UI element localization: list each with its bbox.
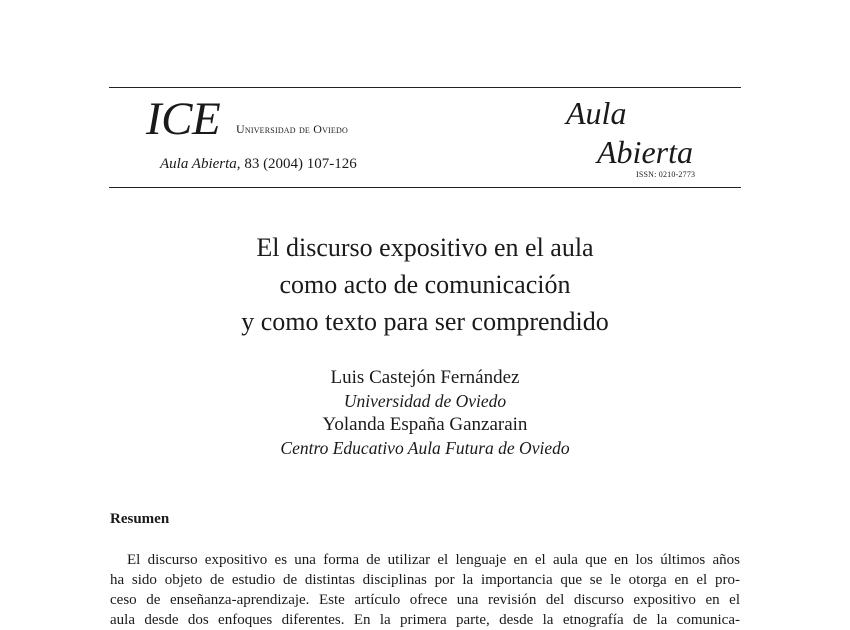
- aula-logo-line1: Aula: [566, 95, 627, 131]
- issue-info: 83 (2004) 107-126: [244, 156, 357, 172]
- article-title-line: y como texto para ser comprendido: [241, 307, 609, 336]
- journal-name: Aula Abierta,: [160, 156, 241, 172]
- journal-citation: [160, 155, 357, 173]
- issn: ISSN: 0210-2773: [636, 170, 696, 179]
- author-affiliation: Universidad de Oviedo: [343, 391, 507, 411]
- abstract-line: ceso de enseñanza-aprendizaje. Este artículo ofrece una revisión del discurso expositivo en el: [110, 592, 740, 608]
- header-top-rule: [109, 87, 741, 88]
- author-name: Luis Castejón Fernández: [330, 367, 520, 388]
- author-affiliation: Centro Educativo Aula Futura de Oviedo: [280, 438, 570, 458]
- university-name: Universidad de Oviedo: [236, 122, 348, 136]
- abstract-line: El discurso expositivo es una forma de utilizar el lenguaje en el aula que en los últimos años: [127, 552, 740, 568]
- article-title-line: El discurso expositivo en el aula: [256, 233, 594, 262]
- abstract-line: aula desde dos enfoques diferentes. En la primera parte, desde la etnografía de la comunica-: [110, 612, 740, 628]
- abstract-line: ha sido objeto de estudio de distintas disciplinas por la importancia que se le otorga en el pro-: [110, 572, 740, 588]
- aula-logo-line2: Abierta: [597, 134, 693, 170]
- abstract-heading: Resumen: [110, 511, 170, 527]
- header-bottom-rule: [109, 187, 741, 188]
- ice-logo: ICE: [146, 93, 221, 145]
- article-title-line: como acto de comunicación: [279, 270, 571, 299]
- author-name: Yolanda España Ganzarain: [322, 414, 528, 435]
